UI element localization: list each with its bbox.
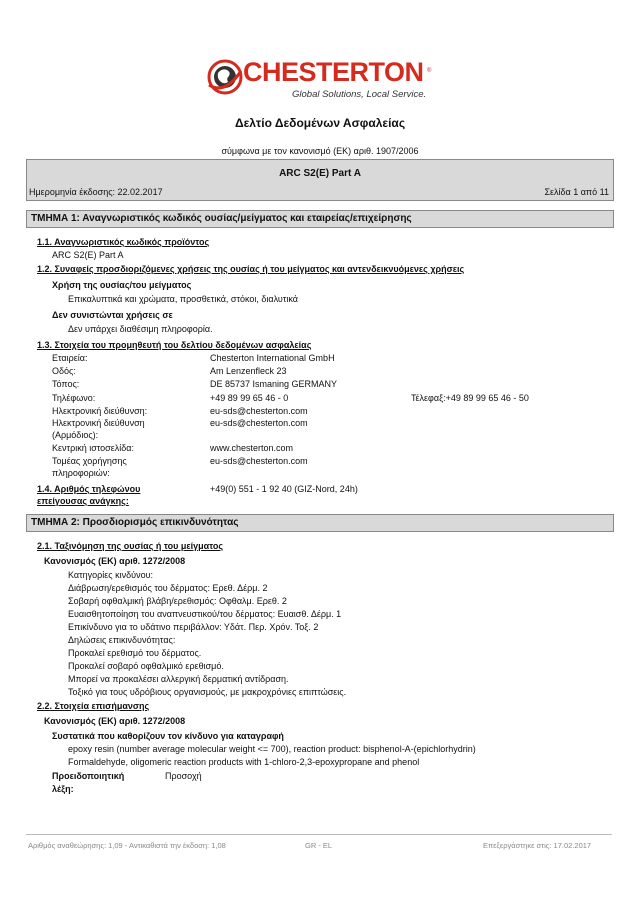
product-identifier: ARC S2(E) Part A <box>52 250 124 260</box>
email-contact-label-1: Ηλεκτρονική διεύθυνση <box>52 418 145 428</box>
components-label: Συστατικά που καθορίζουν τον κίνδυνο για καταγραφή <box>52 731 284 741</box>
brand-tagline: Global Solutions, Local Service. <box>292 89 427 100</box>
email-label: Ηλεκτρονική διεύθυνση: <box>52 406 148 416</box>
email-contact-label-2: (Αρμόδιος): <box>52 430 99 440</box>
signal-word-label-2: λέξη: <box>52 784 74 794</box>
footer-language: GR - EL <box>305 841 333 850</box>
hazard-line: Προκαλεί σοβαρό οφθαλμικό ερεθισμό. <box>68 661 224 671</box>
phone-value: +49 89 99 65 46 - 0 <box>210 393 289 403</box>
page-number: Σελίδα 1 από 11 <box>544 187 609 197</box>
email-contact-value: eu-sds@chesterton.com <box>210 418 308 428</box>
hazard-line: Ευαισθητοποίηση του αναπνευστικού/του δέρματος: Ευαισθ. Δέρμ. 1 <box>68 609 342 619</box>
info-value: eu-sds@chesterton.com <box>210 456 308 466</box>
info-label-1: Τομέας χορήγησης <box>52 456 127 466</box>
footer-revision: Αριθμός αναθεώρησης: 1,09 - Αντικαθιστά την έκδοση: 1,08 <box>28 841 226 850</box>
hazard-line: Επικίνδυνο για το υδάτινο περιβάλλον: Υδάτ. Περ. Χρόν. Τοξ. 2 <box>68 622 319 632</box>
classification-regulation: Κανονισμός (ΕΚ) αριθ. 1272/2008 <box>44 556 186 566</box>
product-name: ARC S2(E) Part A <box>279 168 361 179</box>
section-2-title: ΤΜΗΜΑ 2: Προσδιορισμός επικινδυνότητας <box>31 517 239 528</box>
advised-against-label: Δεν συνιστώνται χρήσεις σε <box>52 310 173 320</box>
email-value: eu-sds@chesterton.com <box>210 406 308 416</box>
labelling-regulation: Κανονισμός (ΕΚ) αριθ. 1272/2008 <box>44 716 186 726</box>
phone-label: Τηλέφωνο: <box>52 393 96 403</box>
info-label-2: πληροφοριών: <box>52 468 110 478</box>
section-1-4-title-2: επείγουσας ανάγκης: <box>37 496 129 506</box>
product-header-box <box>26 159 614 201</box>
component-line: epoxy resin (number average molecular weight <= 700), reaction product: bisphenol-A-(epichlorhydrin) <box>68 744 476 754</box>
section-1-heading <box>26 210 614 228</box>
use-value: Επικαλυπτικά και χρώματα, προσθετικά, στόκοι, διαλυτικά <box>68 294 298 304</box>
place-value: DE 85737 Ismaning GERMANY <box>210 379 338 389</box>
signal-word-label-1: Προειδοποιητική <box>52 771 125 781</box>
hazard-line: Διάβρωση/ερεθισμός του δέρματος: Ερεθ. Δέρμ. 2 <box>68 583 268 593</box>
company-value: Chesterton International GmbH <box>210 353 335 363</box>
hazard-line: Προκαλεί ερεθισμό του δέρματος. <box>68 648 202 658</box>
company-logo <box>205 55 435 103</box>
website-value: www.chesterton.com <box>210 443 294 453</box>
advised-against-value: Δεν υπάρχει διαθέσιμη πληροφορία. <box>68 324 213 334</box>
globe-icon <box>207 59 243 95</box>
fax-value: Τέλεφαξ:+49 89 99 65 46 - 50 <box>411 393 529 403</box>
section-1-3-title: 1.3. Στοιχεία του προμηθευτή του δελτίου δεδομένων ασφαλείας <box>37 340 312 350</box>
footer-revised-date: Επεξεργάστηκε στις: 17.02.2017 <box>483 841 592 850</box>
website-label: Κεντρική ιστοσελίδα: <box>52 443 134 453</box>
section-1-4-title-1: 1.4. Αριθμός τηλεφώνου <box>37 484 141 494</box>
street-value: Am Lenzenfleck 23 <box>210 366 287 376</box>
hazard-line: Σοβαρή οφθαλμική βλάβη/ερεθισμός: Οφθαλμ. Ερεθ. 2 <box>68 596 287 606</box>
company-label: Εταιρεία: <box>52 353 88 363</box>
component-line: Formaldehyde, oligomeric reaction products with 1-chloro-2,3-epoxypropane and phenol <box>68 757 420 767</box>
emergency-phone: +49(0) 551 - 1 92 40 (GIZ-Nord, 24h) <box>210 484 358 494</box>
section-1-title: ΤΜΗΜΑ 1: Αναγνωριστικός κωδικός ουσίας/μείγματος και εταιρείας/επιχείρησης <box>31 213 412 224</box>
use-label: Χρήση της ουσίας/του μείγματος <box>52 280 192 290</box>
hazard-line: Δηλώσεις επικινδυνότητας: <box>68 635 176 645</box>
signal-word-value: Προσοχή <box>165 771 202 781</box>
footer-divider <box>26 834 612 835</box>
issue-date: Ημερομηνία έκδοσης: 22.02.2017 <box>29 187 163 197</box>
section-2-1-title: 2.1. Ταξινόμηση της ουσίας ή του μείγματος <box>37 541 224 551</box>
section-2-2-title: 2.2. Στοιχεία επισήμανσης <box>37 701 150 711</box>
section-2-heading <box>26 514 614 532</box>
hazard-line: Μπορεί να προκαλέσει αλλεργική δερματική αντίδραση. <box>68 674 289 684</box>
regulation-line: σύμφωνα με τον κανονισμό (ΕΚ) αριθ. 1907/2006 <box>221 146 419 156</box>
document-title: Δελτίο Δεδομένων Ασφαλείας <box>234 116 406 130</box>
section-1-2-title: 1.2. Συναφείς προσδιοριζόμενες χρήσεις της ουσίας ή του μείγματος και αντενδεικνυόμενες χρήσεις <box>37 264 465 274</box>
registered-mark: ® <box>427 68 432 74</box>
hazard-line: Κατηγορίες κινδύνου: <box>68 570 153 580</box>
hazard-line: Τοξικό για τους υδρόβιους οργανισμούς, με μακροχρόνιες επιπτώσεις. <box>68 687 347 697</box>
street-label: Οδός: <box>52 366 76 376</box>
brand-name: CHESTERTON <box>243 57 424 87</box>
section-1-1-title: 1.1. Αναγνωριστικός κωδικός προϊόντος <box>37 237 210 247</box>
place-label: Τόπος: <box>52 379 80 389</box>
